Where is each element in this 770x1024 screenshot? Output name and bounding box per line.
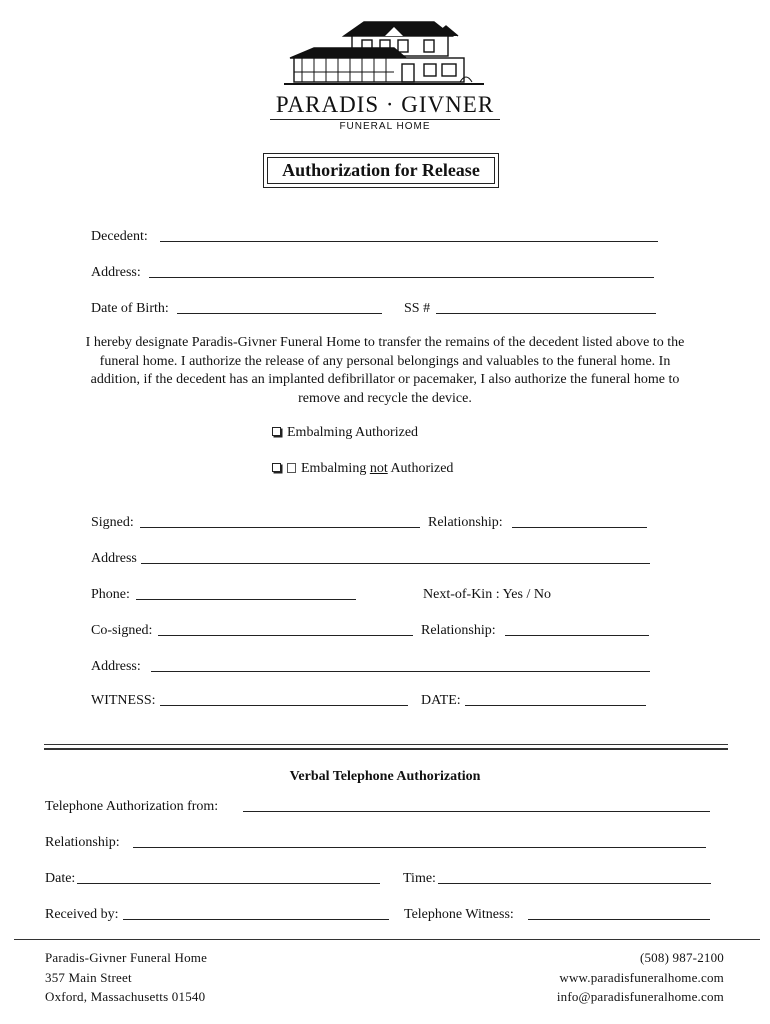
date-field[interactable] xyxy=(465,705,646,706)
tel-witness-field[interactable] xyxy=(528,919,710,920)
embalming-authorized-label: Embalming Authorized xyxy=(287,425,419,440)
footer-address xyxy=(45,948,207,1007)
dob-label: Date of Birth: xyxy=(91,301,169,316)
footer-phone: (508) 987-2100 xyxy=(639,950,724,965)
relationship-label: Relationship: xyxy=(428,515,503,530)
decedent-field[interactable] xyxy=(160,241,658,242)
address3-label: Address: xyxy=(91,659,141,674)
address2-field[interactable] xyxy=(141,563,650,564)
tel-date-field[interactable] xyxy=(77,883,380,884)
checkbox-icon[interactable] xyxy=(272,427,281,436)
witness-field[interactable] xyxy=(160,705,408,706)
section-divider xyxy=(44,744,728,750)
tel-witness-label: Telephone Witness: xyxy=(404,907,514,922)
tel-time-label: Time: xyxy=(403,871,436,886)
verbal-heading: Verbal Telephone Authorization xyxy=(289,769,481,784)
address-field[interactable] xyxy=(149,277,654,278)
decedent-label: Decedent: xyxy=(91,229,148,244)
tel-from-field[interactable] xyxy=(243,811,710,812)
footer-city: Oxford, Massachusetts 01540 xyxy=(45,989,206,1004)
tel-from-label: Telephone Authorization from: xyxy=(45,799,219,814)
address3-field[interactable] xyxy=(151,671,650,672)
victorian-house-icon xyxy=(284,18,484,90)
received-by-label: Received by: xyxy=(45,907,119,922)
footer-email[interactable]: info@paradisfuneralhome.com xyxy=(556,989,724,1004)
phone-field[interactable] xyxy=(136,599,356,600)
tel-relationship-field[interactable] xyxy=(133,847,706,848)
cosigned-label: Co-signed: xyxy=(91,623,153,638)
relationship2-label: Relationship: xyxy=(421,623,496,638)
footer-name: Paradis-Givner Funeral Home xyxy=(45,950,208,965)
authorization-statement: I hereby designate Paradis-Givner Funeral Home to transfer the remains of the decedent listed above to the funeral home. I authorize the release of any personal belongings and valuables to the funeral home. In addition, if the decedent has an implanted defibrillator or pacemaker, I also authorize the funeral home to remove and recycle the device. xyxy=(85,335,685,406)
relationship2-field[interactable] xyxy=(505,635,649,636)
address-label: Address: xyxy=(91,265,141,280)
ss-field[interactable] xyxy=(436,313,656,314)
date-label: DATE: xyxy=(421,693,461,708)
footer-street: 357 Main Street xyxy=(45,969,132,985)
dob-field[interactable] xyxy=(177,313,382,314)
checkbox-icon[interactable] xyxy=(272,463,281,472)
title-box-inner xyxy=(267,157,495,184)
embalming-authorized-option[interactable] xyxy=(272,424,418,442)
phone-label: Phone: xyxy=(91,587,130,602)
relationship-field[interactable] xyxy=(512,527,647,528)
tel-date-label: Date: xyxy=(45,871,76,886)
form-title: Authorization for Release xyxy=(282,160,480,180)
brand-subtitle: FUNERAL HOME xyxy=(339,121,431,132)
footer-website[interactable]: www.paradisfuneralhome.com xyxy=(559,969,724,985)
address2-label: Address xyxy=(91,551,137,566)
brand-rule xyxy=(270,119,500,120)
ss-label: SS # xyxy=(404,301,431,316)
embalming-not-authorized-option[interactable] xyxy=(272,460,453,478)
witness-label: WITNESS: xyxy=(91,693,156,708)
signed-label: Signed: xyxy=(91,515,134,530)
received-by-field[interactable] xyxy=(123,919,389,920)
cosigned-field[interactable] xyxy=(158,635,413,636)
embalming-not-label-post: Authorized xyxy=(387,461,454,476)
embalming-not-label-not: not xyxy=(369,461,388,476)
brand-name: PARADIS · GIVNER xyxy=(275,92,495,117)
empty-box-icon xyxy=(287,463,296,473)
tel-time-field[interactable] xyxy=(438,883,711,884)
footer-rule xyxy=(14,939,760,940)
title-box xyxy=(263,153,499,188)
next-of-kin-label: Next-of-Kin : Yes / No xyxy=(423,587,551,602)
embalming-not-label-pre: Embalming xyxy=(301,461,370,476)
tel-relationship-label: Relationship: xyxy=(45,835,120,850)
signed-field[interactable] xyxy=(140,527,420,528)
footer-contact xyxy=(557,948,724,1007)
